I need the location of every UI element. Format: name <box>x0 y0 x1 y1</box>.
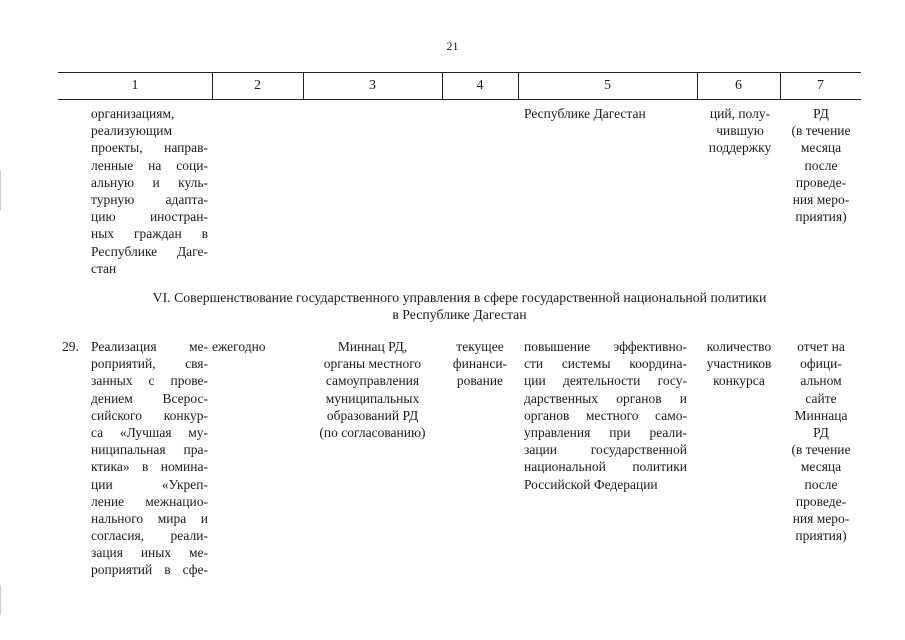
row29-cell-deadline <box>212 338 300 355</box>
cell-line: после <box>804 476 838 492</box>
cell-line: ции «Укреп- <box>91 476 208 492</box>
cell-line: текущее <box>456 339 504 354</box>
cell-line: сти системы координа- <box>524 356 687 372</box>
cell-line: сийского конкур- <box>91 407 208 423</box>
cell-line: ниципальная пра- <box>91 442 208 458</box>
cell-line: реализующим <box>91 123 173 139</box>
row29-cell-description <box>91 338 208 579</box>
section-heading <box>58 289 861 323</box>
cell-line: национальной политики <box>524 459 687 475</box>
cell-line: Российской Федерации <box>524 476 658 492</box>
table-header-bottom-rule <box>58 99 861 100</box>
cell-line: офици- <box>800 356 842 372</box>
cell-line: проведе- <box>795 493 847 509</box>
page-number: 21 <box>446 39 459 53</box>
cell-line: управления при реали- <box>524 424 687 440</box>
column-header-1: 1 <box>131 78 139 93</box>
cell-line: отчет на <box>797 339 845 354</box>
section-heading-line: VI. Совершенствование государственного управления в сфере государственной национальной политики <box>152 290 767 305</box>
cell-line: приятия) <box>795 209 847 225</box>
cell-line: са «Лучшая му- <box>91 424 208 440</box>
cell-line: органы местного <box>323 356 422 372</box>
cell-line: (в течение <box>791 123 851 139</box>
column-header-6: 6 <box>735 78 742 93</box>
cell-line: Республике Дагестан <box>524 106 646 121</box>
cell-line: альном <box>800 373 842 389</box>
cell-line: роприятий в сфе- <box>91 562 208 578</box>
cell-line: образований РД <box>326 407 419 423</box>
cell-line: месяца <box>800 140 842 156</box>
cell-line: (в течение <box>791 442 851 458</box>
continuation-cell-description <box>91 105 208 277</box>
scan-edge-mark <box>0 585 1 615</box>
cell-line: зации государственной <box>524 442 687 458</box>
cell-line: ленные на соци- <box>91 157 208 173</box>
cell-line: повышение эффективно- <box>524 339 687 354</box>
row29-cell-reporting <box>783 338 859 544</box>
cell-line: муниципальных <box>325 390 420 406</box>
cell-line: Миннаца <box>794 407 848 423</box>
cell-line: дарственных органов и <box>524 390 687 406</box>
continuation-cell-indicator <box>700 105 780 157</box>
cell-line: ций, полу- <box>709 106 771 121</box>
cell-line: зация иных ме- <box>91 545 208 561</box>
cell-line: организациям, <box>91 106 175 121</box>
cell-line: чившую <box>716 123 764 139</box>
cell-line: Республике Даге- <box>91 243 208 259</box>
cell-line: РД <box>813 106 829 121</box>
cell-line: поддержку <box>708 140 772 156</box>
column-header-2: 2 <box>254 78 261 93</box>
section-heading-line: в Республике Дагестан <box>392 307 527 323</box>
cell-line: РД <box>813 424 829 440</box>
cell-line: месяца <box>800 459 842 475</box>
row-number: 29. <box>62 339 79 354</box>
cell-line: ление межнацио- <box>91 493 208 509</box>
cell-line: конкурса <box>713 373 765 389</box>
cell-line: турную адапта- <box>91 191 208 207</box>
cell-line: ных граждан в <box>91 226 208 242</box>
column-header-4: 4 <box>476 78 484 93</box>
cell-line: ния меро- <box>792 191 850 207</box>
cell-line: сайте <box>805 390 837 406</box>
cell-line: ния меро- <box>792 510 850 526</box>
cell-line: самоуправления <box>325 373 420 389</box>
cell-line: финанси- <box>452 356 508 372</box>
cell-line: ктика» в номина- <box>91 459 208 475</box>
cell-line: ции деятельности госу- <box>524 373 687 389</box>
cell-line: органов местного само- <box>524 407 687 423</box>
cell-line: рование <box>456 373 504 389</box>
column-header-5: 5 <box>604 78 611 93</box>
cell-line: приятия) <box>795 528 847 544</box>
cell-line: Миннац РД, <box>337 339 408 354</box>
cell-line: проведе- <box>795 174 847 190</box>
cell-line: занных с прове- <box>91 373 208 389</box>
cell-line: Реализация ме- <box>91 339 208 354</box>
row29-cell-result <box>524 338 687 493</box>
cell-line: роприятий, свя- <box>91 356 208 372</box>
continuation-cell-reporting <box>783 105 859 225</box>
column-header-3: 3 <box>369 78 376 93</box>
cell-line: нального мира и <box>91 510 208 526</box>
cell-line: согласия, реали- <box>91 528 208 544</box>
cell-line: после <box>804 157 838 173</box>
cell-line: дением Всерос- <box>91 390 208 406</box>
continuation-cell-result <box>524 105 694 122</box>
row29-cell-indicator <box>698 338 780 390</box>
cell-line: цию иностран- <box>91 209 208 225</box>
row29-cell-funding <box>444 338 516 390</box>
column-header-7: 7 <box>817 78 824 93</box>
cell-line: альную и куль- <box>91 174 208 190</box>
cell-line: (по согласованию) <box>319 424 426 440</box>
scan-edge-mark <box>0 170 1 210</box>
cell-line: участников <box>706 356 772 372</box>
cell-line: количество <box>706 339 772 354</box>
cell-line: ежегодно <box>212 339 266 354</box>
cell-line: проекты, направ- <box>91 140 208 156</box>
row29-cell-executors <box>303 338 442 441</box>
cell-line: стан <box>91 260 117 276</box>
